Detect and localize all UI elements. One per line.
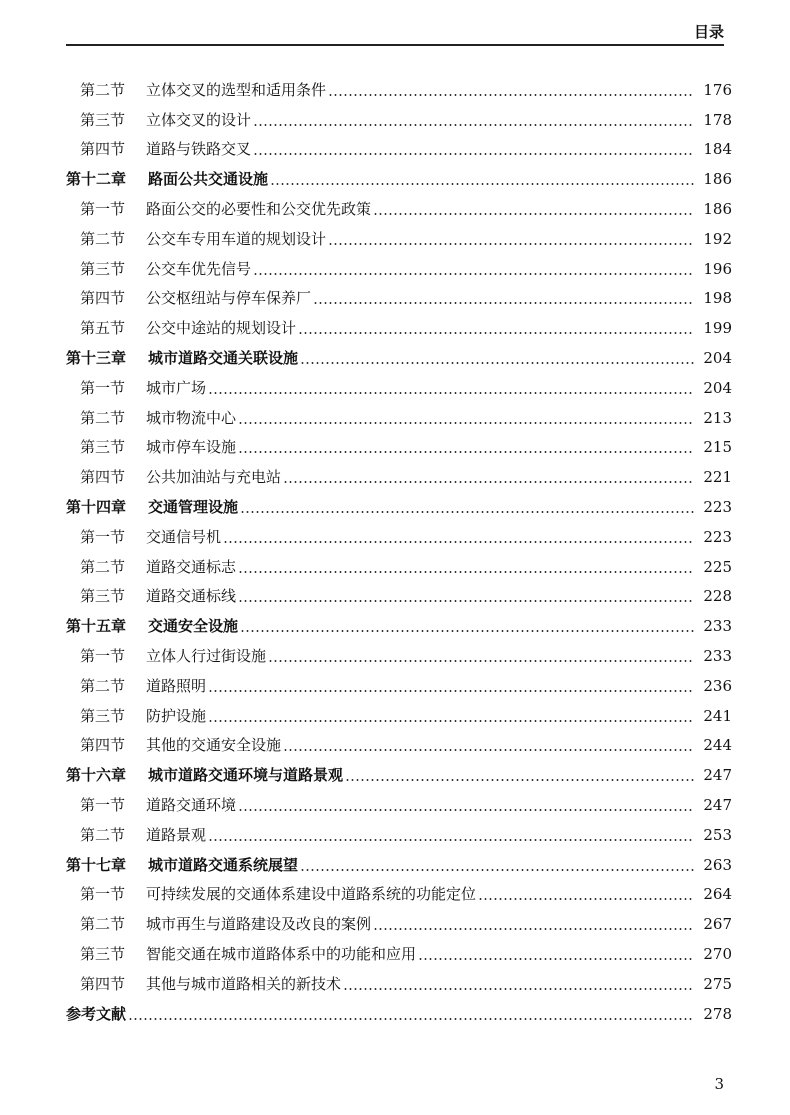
toc-entry-title: 公共加油站与充电站 bbox=[146, 468, 282, 487]
toc-entry-label: 第一节 bbox=[80, 527, 126, 546]
dot-leader bbox=[300, 362, 694, 364]
toc-entry-label: 第五节 bbox=[80, 319, 126, 338]
toc-entry-title: 公交枢纽站与停车保养厂 bbox=[146, 289, 312, 308]
toc-entry-label: 第三节 bbox=[80, 438, 126, 457]
toc-entry-title: 其他的交通安全设施 bbox=[146, 736, 282, 755]
toc-entry-title: 公交中途站的规划设计 bbox=[146, 319, 297, 338]
toc-chapter-entry[interactable] bbox=[66, 492, 732, 522]
page-header bbox=[66, 22, 724, 46]
toc-entry-label: 第二节 bbox=[80, 557, 126, 576]
dot-leader bbox=[208, 720, 694, 722]
toc-entry-title: 立体交叉的选型和适用条件 bbox=[146, 80, 327, 99]
toc-section-entry[interactable] bbox=[66, 969, 732, 999]
toc-entry-label: 参考文献 bbox=[66, 1004, 127, 1023]
toc-entry-title: 路面公共交通设施 bbox=[148, 170, 269, 189]
toc-entry-page-number: 204 bbox=[703, 378, 732, 397]
toc-entry-page-number: 233 bbox=[703, 647, 732, 666]
toc-chapter-entry[interactable] bbox=[66, 343, 732, 373]
toc-entry-title: 可持续发展的交通体系建设中道路系统的功能定位 bbox=[146, 885, 477, 904]
dot-leader bbox=[238, 451, 694, 453]
toc-entry-page-number: 241 bbox=[703, 706, 732, 725]
dot-leader bbox=[328, 243, 694, 245]
toc-section-entry[interactable] bbox=[66, 403, 732, 433]
toc-entry-page-number: 233 bbox=[703, 617, 732, 636]
toc-section-entry[interactable] bbox=[66, 641, 732, 671]
toc-entry-page-number: 275 bbox=[703, 974, 732, 993]
toc-section-entry[interactable] bbox=[66, 909, 732, 939]
toc-entry-page-number: 215 bbox=[703, 438, 732, 457]
toc-entry-page-number: 192 bbox=[703, 229, 732, 248]
toc-chapter-entry[interactable] bbox=[66, 164, 732, 194]
dot-leader bbox=[418, 958, 694, 960]
dot-leader bbox=[328, 94, 694, 96]
toc-entry-page-number: 264 bbox=[703, 885, 732, 904]
toc-entry-label: 第二节 bbox=[80, 408, 126, 427]
toc-entry-title: 路面公交的必要性和公交优先政策 bbox=[146, 200, 372, 219]
toc-entry-page-number: 198 bbox=[703, 289, 732, 308]
toc-section-entry[interactable] bbox=[66, 552, 732, 582]
dot-leader bbox=[208, 392, 694, 394]
running-header-title: 目录 bbox=[693, 23, 724, 41]
dot-leader bbox=[300, 869, 694, 871]
toc-entry-page-number: 178 bbox=[703, 110, 732, 129]
toc-entry-page-number: 263 bbox=[703, 855, 732, 874]
toc-entry-label: 第四节 bbox=[80, 468, 126, 487]
dot-leader bbox=[283, 481, 694, 483]
toc-entry-title: 城市广场 bbox=[146, 378, 207, 397]
toc-entry-title: 交通管理设施 bbox=[148, 498, 239, 517]
toc-entry-title: 智能交通在城市道路体系中的功能和应用 bbox=[146, 945, 417, 963]
toc-entry-label: 第一节 bbox=[80, 647, 126, 666]
toc-section-entry[interactable] bbox=[66, 224, 732, 254]
toc-entry-label: 第一节 bbox=[80, 378, 126, 397]
toc-entry-label: 第一节 bbox=[80, 796, 126, 815]
toc-entry-page-number: 223 bbox=[703, 498, 732, 517]
toc-entry-label: 第二节 bbox=[80, 676, 126, 695]
toc-entry-title: 城市道路交通系统展望 bbox=[148, 855, 299, 874]
toc-entry-page-number: 253 bbox=[703, 825, 732, 844]
toc-entry-label: 第十五章 bbox=[66, 617, 127, 636]
dot-leader bbox=[343, 988, 694, 990]
toc-chapter-entry[interactable] bbox=[66, 611, 732, 641]
toc-section-entry[interactable] bbox=[66, 313, 732, 343]
toc-entry-title: 公交车专用车道的规划设计 bbox=[146, 229, 327, 248]
toc-entry-title: 道路与铁路交叉 bbox=[146, 140, 252, 159]
toc-entry-page-number: 184 bbox=[703, 140, 732, 159]
dot-leader bbox=[240, 511, 694, 513]
dot-leader bbox=[128, 1018, 694, 1020]
toc-entry-page-number: 247 bbox=[703, 766, 732, 785]
toc-entry-label: 第三节 bbox=[80, 110, 126, 129]
toc-section-entry[interactable] bbox=[66, 820, 732, 850]
toc-entry-title: 城市道路交通关联设施 bbox=[148, 349, 299, 368]
toc-entry-title: 道路交通环境 bbox=[146, 796, 237, 815]
toc-entry-page-number: 270 bbox=[703, 945, 732, 963]
toc-entry-label: 第二节 bbox=[80, 80, 126, 99]
dot-leader bbox=[238, 600, 694, 602]
toc-section-entry[interactable] bbox=[66, 284, 732, 314]
dot-leader bbox=[283, 749, 694, 751]
toc-entry-title: 道路景观 bbox=[146, 825, 207, 844]
toc-section-entry[interactable] bbox=[66, 731, 732, 761]
table-of-contents bbox=[66, 75, 732, 1029]
toc-entry-page-number: 176 bbox=[703, 80, 732, 99]
toc-entry-label: 第四节 bbox=[80, 736, 126, 755]
page-number: 3 bbox=[714, 1075, 724, 1093]
toc-entry-page-number: 278 bbox=[703, 1004, 732, 1023]
toc-entry-label: 第四节 bbox=[80, 974, 126, 993]
dot-leader bbox=[345, 779, 694, 781]
dot-leader bbox=[253, 153, 694, 155]
toc-entry-page-number: 221 bbox=[703, 468, 732, 487]
toc-entry-page-number: 247 bbox=[703, 796, 732, 815]
toc-chapter-entry[interactable] bbox=[66, 850, 732, 880]
toc-section-entry[interactable] bbox=[66, 701, 732, 731]
toc-section-entry[interactable] bbox=[66, 254, 732, 284]
toc-entry-label: 第十七章 bbox=[66, 855, 127, 874]
toc-entry-page-number: 225 bbox=[703, 557, 732, 576]
toc-entry-page-number: 186 bbox=[703, 200, 732, 219]
dot-leader bbox=[253, 124, 694, 126]
toc-entry-label: 第十二章 bbox=[66, 170, 127, 189]
toc-entry-title: 城市停车设施 bbox=[146, 438, 237, 457]
toc-section-entry[interactable] bbox=[66, 671, 732, 701]
toc-section-entry[interactable] bbox=[66, 135, 732, 165]
toc-entry-page-number: 228 bbox=[703, 587, 732, 606]
toc-section-entry[interactable] bbox=[66, 880, 732, 910]
toc-entry-label: 第三节 bbox=[80, 706, 126, 725]
toc-entry-page-number: 204 bbox=[703, 349, 732, 368]
toc-entry-label: 第三节 bbox=[80, 587, 126, 606]
toc-entry-title: 公交车优先信号 bbox=[146, 259, 252, 278]
toc-entry-title: 道路交通标志 bbox=[146, 557, 237, 576]
dot-leader bbox=[238, 571, 694, 573]
toc-entry-title: 城市再生与道路建设及改良的案例 bbox=[146, 915, 372, 934]
toc-entry-label: 第十四章 bbox=[66, 498, 127, 517]
toc-entry-page-number: 196 bbox=[703, 259, 732, 278]
dot-leader bbox=[268, 660, 694, 662]
toc-section-entry[interactable] bbox=[66, 433, 732, 463]
toc-references-entry[interactable] bbox=[66, 999, 732, 1029]
dot-leader bbox=[373, 928, 694, 930]
toc-entry-title: 城市道路交通环境与道路景观 bbox=[148, 766, 344, 785]
toc-entry-title: 道路照明 bbox=[146, 676, 207, 695]
toc-entry-label: 第二节 bbox=[80, 825, 126, 844]
toc-section-entry[interactable] bbox=[66, 582, 732, 612]
toc-entry-label: 第十六章 bbox=[66, 766, 127, 785]
toc-section-entry[interactable] bbox=[66, 194, 732, 224]
toc-entry-title: 防护设施 bbox=[146, 706, 207, 725]
toc-entry-page-number: 213 bbox=[703, 408, 732, 427]
dot-leader bbox=[240, 630, 694, 632]
dot-leader bbox=[208, 839, 694, 841]
toc-entry-page-number: 186 bbox=[703, 170, 732, 189]
toc-entry-title: 城市物流中心 bbox=[146, 408, 237, 427]
dot-leader bbox=[208, 690, 694, 692]
toc-entry-label: 第四节 bbox=[80, 140, 126, 159]
toc-entry-title: 立体人行过街设施 bbox=[146, 647, 267, 666]
toc-section-entry[interactable] bbox=[66, 75, 732, 105]
toc-section-entry[interactable] bbox=[66, 462, 732, 492]
dot-leader bbox=[313, 302, 694, 304]
toc-entry-label: 第二节 bbox=[80, 915, 126, 934]
toc-section-entry[interactable] bbox=[66, 105, 732, 135]
dot-leader bbox=[223, 541, 694, 543]
toc-entry-label: 第二节 bbox=[80, 229, 126, 248]
toc-section-entry[interactable] bbox=[66, 790, 732, 820]
dot-leader bbox=[238, 422, 694, 424]
toc-entry-label: 第十三章 bbox=[66, 349, 127, 368]
toc-entry-page-number: 244 bbox=[703, 736, 732, 755]
toc-entry-page-number: 236 bbox=[703, 676, 732, 695]
toc-chapter-entry[interactable] bbox=[66, 760, 732, 790]
dot-leader bbox=[238, 809, 694, 811]
dot-leader bbox=[373, 213, 694, 215]
dot-leader bbox=[298, 332, 694, 334]
dot-leader bbox=[253, 273, 694, 275]
toc-section-entry[interactable] bbox=[66, 939, 732, 969]
toc-entry-title: 交通信号机 bbox=[146, 527, 222, 546]
dot-leader bbox=[270, 183, 694, 185]
toc-entry-label: 第三节 bbox=[80, 259, 126, 278]
toc-entry-title: 道路交通标线 bbox=[146, 587, 237, 606]
toc-entry-label: 第一节 bbox=[80, 885, 126, 904]
toc-entry-title: 其他与城市道路相关的新技术 bbox=[146, 974, 342, 993]
toc-entry-page-number: 267 bbox=[703, 915, 732, 934]
toc-entry-title: 立体交叉的设计 bbox=[146, 110, 252, 129]
toc-section-entry[interactable] bbox=[66, 373, 732, 403]
toc-entry-label: 第三节 bbox=[80, 945, 126, 963]
toc-entry-title: 交通安全设施 bbox=[148, 617, 239, 636]
toc-entry-label: 第一节 bbox=[80, 200, 126, 219]
toc-entry-label: 第四节 bbox=[80, 289, 126, 308]
toc-section-entry[interactable] bbox=[66, 522, 732, 552]
dot-leader bbox=[478, 898, 694, 900]
toc-entry-page-number: 199 bbox=[703, 319, 732, 338]
toc-entry-page-number: 223 bbox=[703, 527, 732, 546]
